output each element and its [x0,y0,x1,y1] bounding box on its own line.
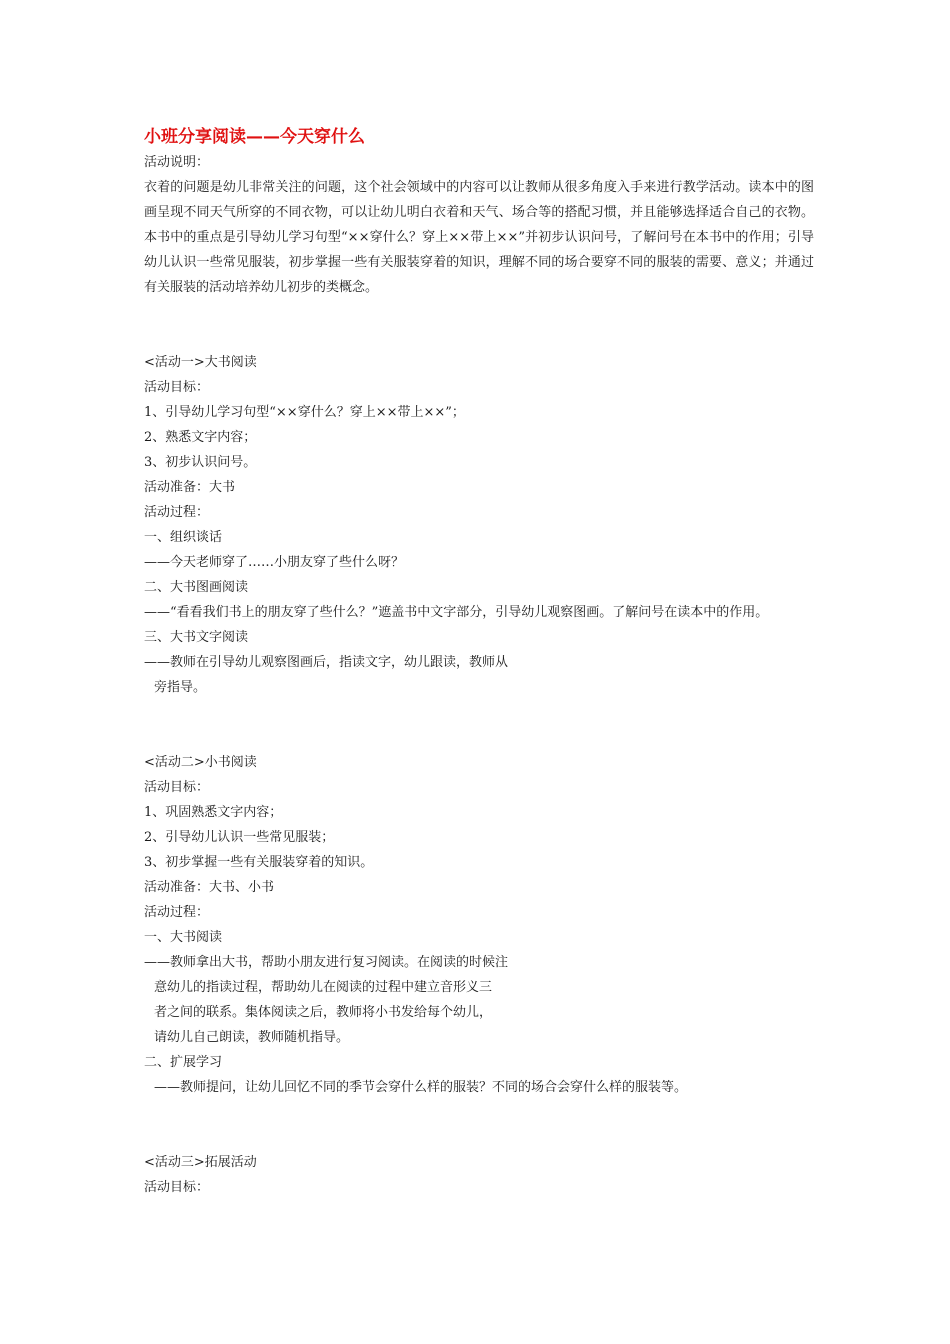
activity-1-goal: 2、熟悉文字内容； [144,430,257,445]
activity-1-goal-label: 活动目标： [144,380,210,395]
activity-1-goal: 3、初步认识问号。 [144,455,257,470]
activity-2-step-text: 请幼儿自己朗读，教师随机指导。 [154,1030,350,1045]
activity-1-step-title: 一、组织谈话 [144,530,223,545]
activity-1-goal: 1、引导幼儿学习句型“××穿什么？穿上××带上××”； [144,405,465,420]
section-spacer [144,1100,814,1150]
intro-paragraph: 衣着的问题是幼儿非常关注的问题，这个社会领域中的内容可以让教师从很多角度入手来进行教学活动。读本中的图画呈现不同天气所穿的不同衣物，可以让幼儿明白衣着和天气、场合等的搭配习惯，并且能够选择适合自己的衣物。本书中的重点是引导幼儿学习句型“××穿什么？穿上××带上××”并初步认识问号，了解问号在本书中的作用；引导幼儿认识一些常见服装，初步掌握一些有关服装穿着的知识，理解不同的场合要穿不同的服装的需要、意义；并通过有关服装的活动培养幼儿初步的类概念。 [144,180,814,295]
activity-3-heading: <活动三>拓展活动 [144,1155,257,1170]
activity-1-process-label: 活动过程： [144,505,210,520]
activity-2-goal: 3、初步掌握一些有关服装穿着的知识。 [144,855,374,870]
activity-2-process-label: 活动过程： [144,905,210,920]
intro-label: 活动说明： [144,155,210,170]
activity-2-step-text: 者之间的联系。集体阅读之后，教师将小书发给每个幼儿， [154,1005,493,1020]
activity-2-step-text: ——教师提问，让幼儿回忆不同的季节会穿什么样的服装？不同的场合会穿什么样的服装等。 [154,1080,688,1095]
activity-1-heading: <活动一>大书阅读 [144,355,257,370]
activity-1-step-text: ——“看看我们书上的朋友穿了些什么？”遮盖书中文字部分，引导幼儿观察图画。了解问号在读本中的作用。 [144,605,769,620]
activity-2-goal: 1、巩固熟悉文字内容； [144,805,283,820]
section-spacer [144,300,814,350]
activity-2-prep: 活动准备：大书、小书 [144,880,275,895]
activity-3-goal-label: 活动目标： [144,1180,210,1195]
activity-2-heading: <活动二>小书阅读 [144,755,257,770]
activity-1-step-title: 三、大书文字阅读 [144,630,249,645]
activity-1-prep: 活动准备：大书 [144,480,236,495]
activity-2-section [144,750,814,1100]
document-body [144,124,814,1200]
activity-1-step-title: 二、大书图画阅读 [144,580,249,595]
activity-1-section [144,350,814,700]
activity-2-goal: 2、引导幼儿认识一些常见服装； [144,830,335,845]
activity-3-section [144,1150,814,1200]
document-title: 小班分享阅读——今天穿什么 [144,127,365,147]
activity-2-step-title: 一、大书阅读 [144,930,223,945]
activity-2-step-text: 意幼儿的指读过程，帮助幼儿在阅读的过程中建立音形义三 [154,980,493,995]
activity-2-goal-label: 活动目标： [144,780,210,795]
activity-1-step-text: 旁指导。 [154,680,207,695]
activity-2-step-text: ——教师拿出大书，帮助小朋友进行复习阅读。在阅读的时候注 [144,955,509,970]
activity-1-step-text: ——今天老师穿了……小朋友穿了些什么呀？ [144,555,405,570]
section-spacer [144,700,814,750]
activity-1-step-text: ——教师在引导幼儿观察图画后，指读文字，幼儿跟读，教师从 [144,655,509,670]
activity-2-step-title: 二、扩展学习 [144,1055,223,1070]
